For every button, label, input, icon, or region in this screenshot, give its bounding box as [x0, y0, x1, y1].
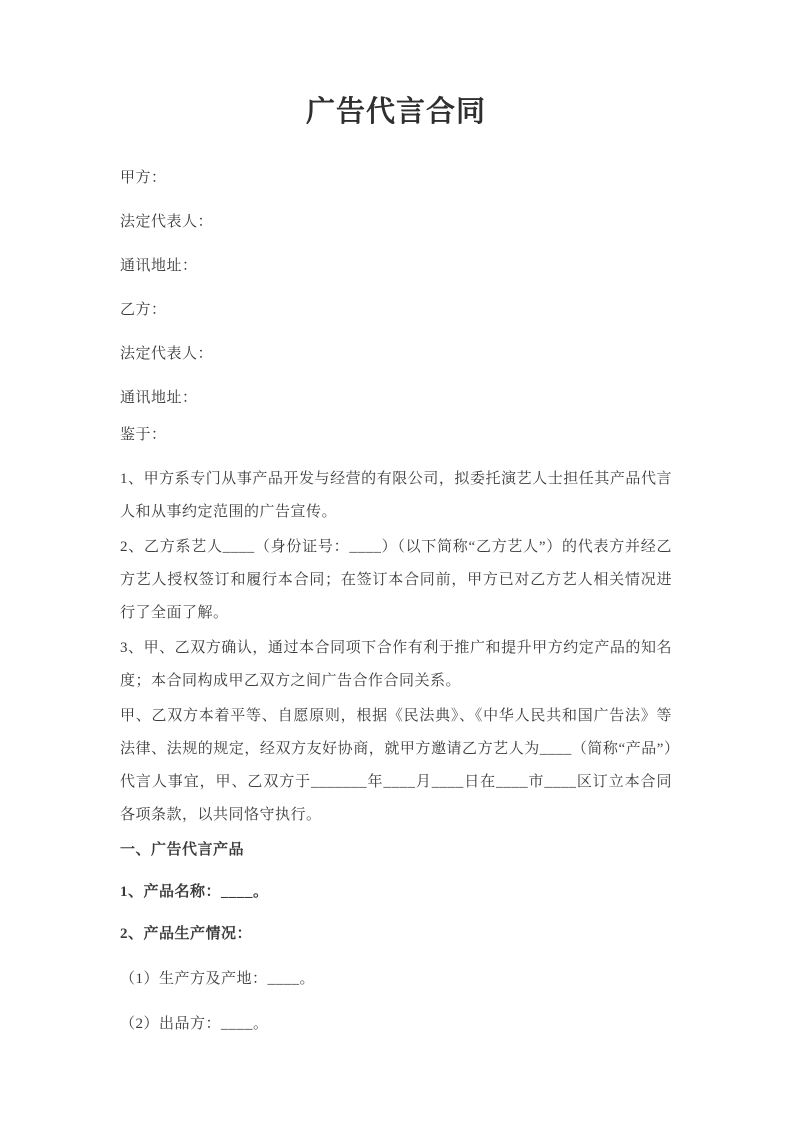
section-1-subitem-publisher: （2）出品方：____。: [120, 1016, 269, 1032]
field-party-a-label: 甲方：: [120, 170, 167, 186]
section-1-heading: 一、广告代言产品: [120, 842, 245, 858]
field-party-a-mailing-address-label: 通讯地址：: [120, 258, 198, 274]
section-1-item-production-info: 2、产品生产情况：: [120, 926, 253, 942]
section-1-subitem-producer-and-origin: （1）生产方及产地：____。: [120, 971, 316, 987]
field-party-b-legal-representative-label: 法定代表人：: [120, 346, 214, 362]
field-party-b-label: 乙方：: [120, 302, 167, 318]
field-party-b-mailing-address-label: 通讯地址：: [120, 390, 198, 406]
recital-2: 2、乙方系艺人____（身份证号：____）（以下简称“乙方艺人”）的代表方并经乙方艺人授权签订和履行本合同；在签订本合同前，甲方已对乙方艺人相关情况进行了全面了解。: [120, 539, 672, 621]
recital-1: 1、甲方系专门从事产品开发与经营的有限公司，拟委托演艺人士担任其产品代言人和从事约定范围的广告宣传。: [120, 471, 672, 520]
document-title: 广告代言合同: [305, 96, 486, 128]
field-party-a-legal-representative-label: 法定代表人：: [120, 214, 214, 230]
recital-3: 3、甲、乙双方确认，通过本合同项下合作有利于推广和提升甲方约定产品的知名度；本合同构成甲乙双方之间广告合作合同关系。: [120, 640, 672, 689]
section-1-item-product-name: 1、产品名称：____。: [120, 884, 269, 900]
recital-agreement-clause: 甲、乙双方本着平等、自愿原则，根据《民法典》、《中华人民共和国广告法》等法律、法规的规定，经双方友好协商，就甲方邀请乙方艺人为____（简称“产品”）代言人事宜，甲、乙双方于_______年____月____日在____市____区订立本合同各项条款，以共同恪守执行。: [120, 708, 672, 823]
whereas-label: 鉴于：: [120, 427, 167, 443]
